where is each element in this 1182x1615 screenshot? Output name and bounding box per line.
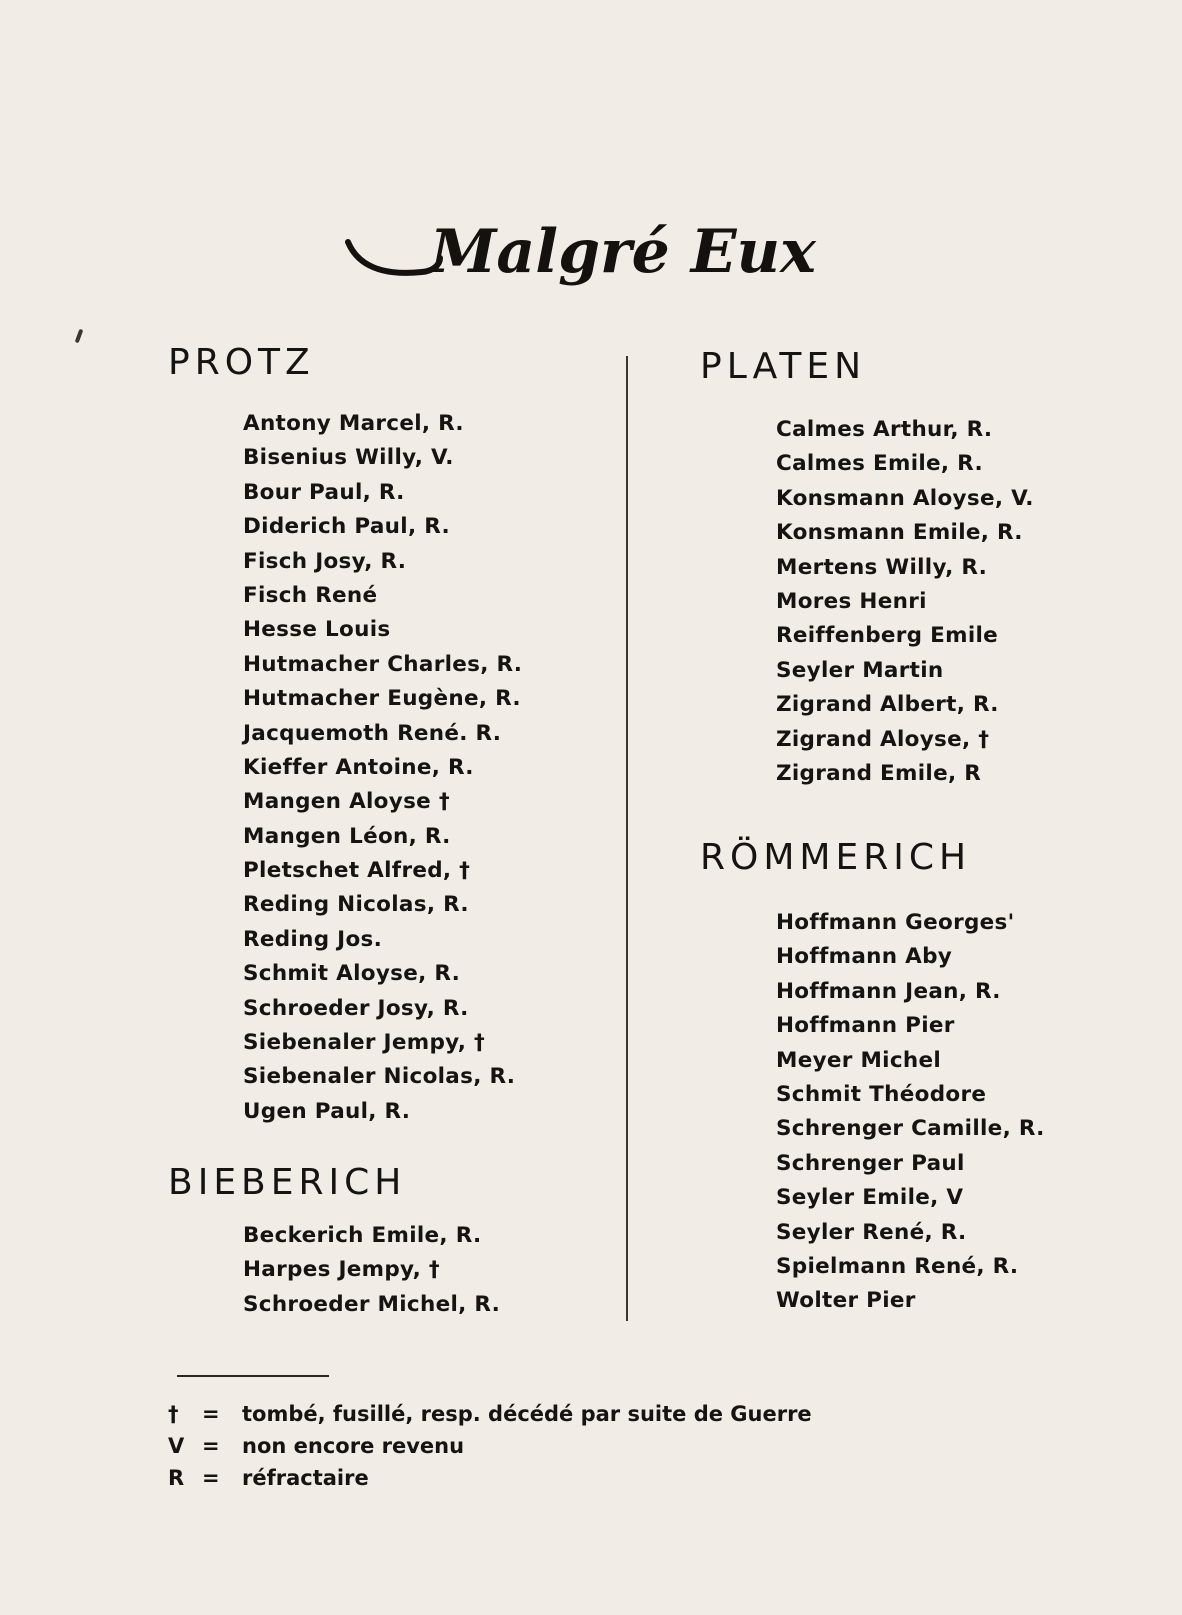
list-item: Konsmann Aloyse, V. xyxy=(776,485,1034,511)
list-item: Spielmann René, R. xyxy=(776,1253,1019,1279)
section-heading-platen: PLATEN xyxy=(700,346,867,387)
list-item: Harpes Jempy, † xyxy=(243,1257,440,1283)
list-item: Meyer Michel xyxy=(776,1047,942,1073)
list-item: Bisenius Willy, V. xyxy=(243,445,454,471)
list-item: Schroeder Josy, R. xyxy=(243,995,469,1021)
page-title xyxy=(330,200,890,310)
list-item: Jacquemoth René. R. xyxy=(243,720,502,746)
list-item: Wolter Pier xyxy=(776,1288,916,1314)
list-item: Seyler Emile, V xyxy=(776,1185,964,1211)
list-item: Reiffenberg Emile xyxy=(776,623,999,649)
list-item: Hoffmann Jean, R. xyxy=(776,978,1001,1004)
list-item: Schmit Théodore xyxy=(776,1081,987,1107)
list-item: Mertens Willy, R. xyxy=(776,554,988,580)
list-item: Fisch Josy, R. xyxy=(243,548,407,574)
protz-name-list xyxy=(243,407,522,1129)
list-item: Seyler René, R. xyxy=(776,1219,967,1245)
stray-mark xyxy=(75,329,84,344)
list-item: Pletschet Alfred, † xyxy=(243,858,471,884)
list-item: Zigrand Emile, R xyxy=(776,760,982,786)
list-item: Schmit Aloyse, R. xyxy=(243,961,461,987)
bieberich-name-list xyxy=(243,1219,500,1322)
legend xyxy=(168,1398,812,1494)
legend-row xyxy=(168,1398,812,1430)
platen-name-list xyxy=(776,413,1034,791)
list-item: Siebenaler Nicolas, R. xyxy=(243,1064,516,1090)
list-item: Siebenaler Jempy, † xyxy=(243,1030,486,1056)
footnote-rule xyxy=(177,1375,329,1377)
list-item: Schrenger Camille, R. xyxy=(776,1116,1045,1142)
list-item: Schrenger Paul xyxy=(776,1150,965,1176)
legend-equals: = xyxy=(202,1466,220,1490)
list-item: Zigrand Albert, R. xyxy=(776,692,999,718)
list-item: Konsmann Emile, R. xyxy=(776,520,1023,546)
legend-row xyxy=(168,1430,812,1462)
list-item: Bour Paul, R. xyxy=(243,479,405,505)
list-item: Antony Marcel, R. xyxy=(243,411,464,436)
list-item: Calmes Emile, R. xyxy=(776,451,983,477)
title-script xyxy=(330,200,890,310)
list-item: Schroeder Michel, R. xyxy=(243,1291,501,1317)
list-item: Hutmacher Charles, R. xyxy=(243,651,523,677)
legend-symbol: † xyxy=(168,1402,179,1426)
list-item: Zigrand Aloyse, † xyxy=(776,726,990,752)
list-item: Diderich Paul, R. xyxy=(243,514,450,540)
list-item: Beckerich Emile, R. xyxy=(243,1223,482,1248)
list-item: Mangen Aloyse † xyxy=(243,789,450,815)
list-item: Hesse Louis xyxy=(243,617,391,643)
list-item: Ugen Paul, R. xyxy=(243,1098,411,1124)
column-divider xyxy=(626,356,628,1321)
list-item: Fisch René xyxy=(243,582,378,608)
legend-equals: = xyxy=(202,1402,220,1426)
legend-equals: = xyxy=(202,1434,220,1458)
title-swash xyxy=(348,242,440,273)
rommerich-name-list xyxy=(776,906,1045,1319)
legend-symbol: R xyxy=(168,1466,185,1490)
legend-text: tombé, fusillé, resp. décédé par suite de Guerre xyxy=(242,1402,812,1426)
list-item: Seyler Martin xyxy=(776,657,944,683)
list-item: Reding Nicolas, R. xyxy=(243,892,469,918)
list-item: Hoffmann Aby xyxy=(776,944,953,970)
legend-row xyxy=(168,1462,812,1494)
legend-text: non encore revenu xyxy=(242,1434,465,1458)
title-text: Malgré Eux xyxy=(430,217,816,287)
legend-text: réfractaire xyxy=(242,1466,369,1490)
list-item: Hutmacher Eugène, R. xyxy=(243,686,521,712)
list-item: Hoffmann Pier xyxy=(776,1013,955,1039)
list-item: Mangen Léon, R. xyxy=(243,823,451,849)
legend-symbol: V xyxy=(168,1434,185,1458)
list-item: Calmes Arthur, R. xyxy=(776,417,993,442)
list-item: Kieffer Antoine, R. xyxy=(243,754,474,780)
section-heading-bieberich: BIEBERICH xyxy=(168,1162,407,1203)
section-heading-protz: PROTZ xyxy=(168,342,315,383)
list-item: Mores Henri xyxy=(776,588,927,614)
list-item: Hoffmann Georges' xyxy=(776,910,1015,935)
list-item: Reding Jos. xyxy=(243,926,383,952)
section-heading-rommerich: RÖMMERICH xyxy=(700,837,972,878)
